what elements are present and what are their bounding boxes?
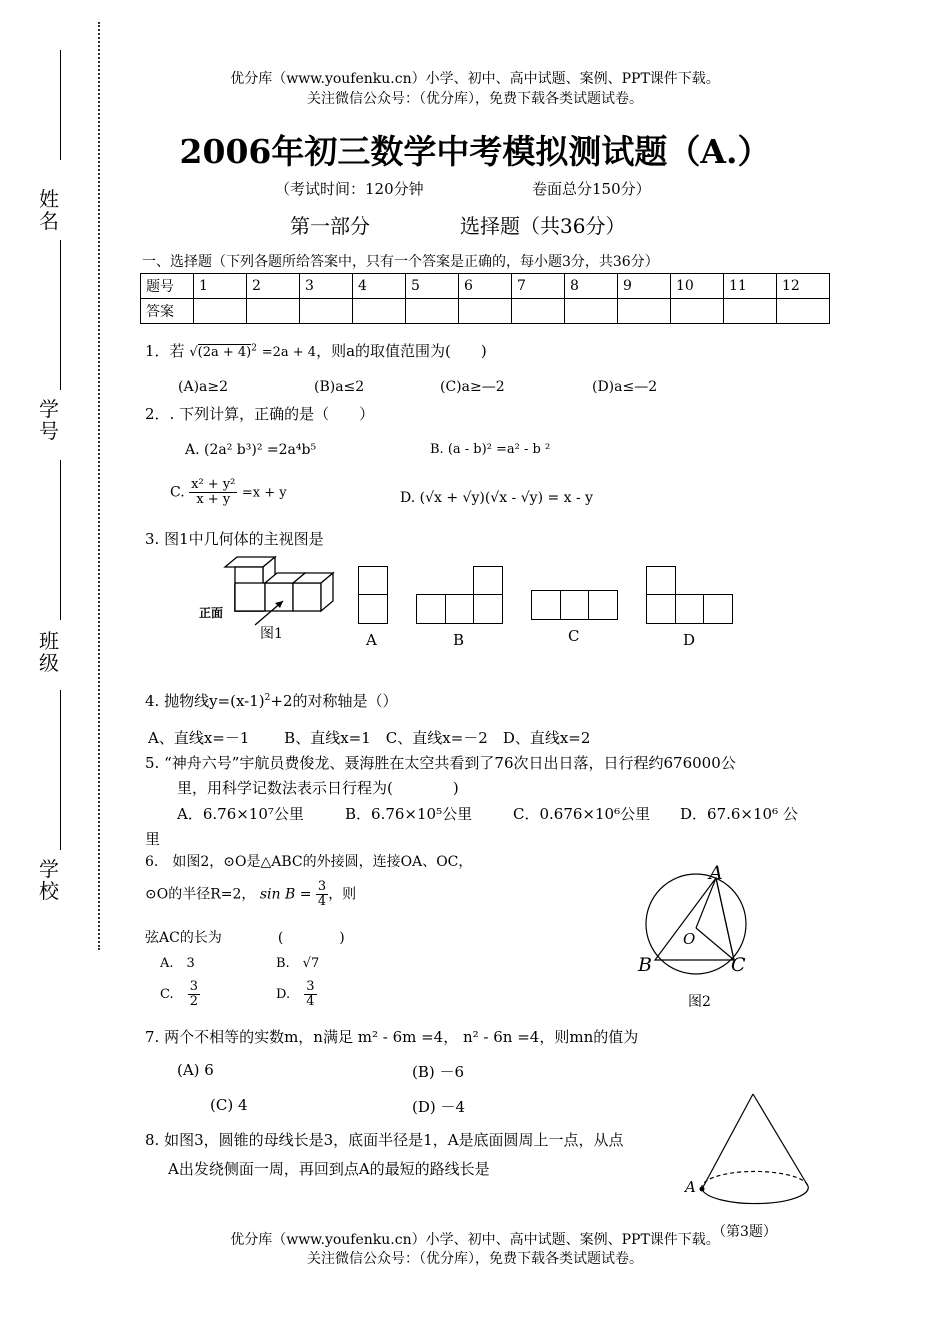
q3-view-a-cell xyxy=(358,566,388,595)
q6-line3: 弦AC的长为 ( ) xyxy=(145,930,345,946)
q3-view-b-cell xyxy=(445,594,474,624)
q4-options: A、直线x=－1 B、直线x=1 C、直线x=－2 D、直线x=2 xyxy=(148,729,591,747)
section1-instructions: 一、选择题（下列各题所给答案中，只有一个答案是正确的，每小题3分，共36分） xyxy=(142,254,659,270)
number-underline xyxy=(60,460,61,620)
q8-line2: A出发绕侧面一周，再回到点A的最短的路线长是 xyxy=(168,1160,490,1178)
q6-line2b: ，则 xyxy=(328,886,357,903)
q4-sup: 2 xyxy=(264,693,271,703)
q-number-8: 8 xyxy=(565,274,618,299)
q8-fig-a: A xyxy=(685,1178,696,1196)
q6-fig-b: B xyxy=(638,954,652,976)
q2-option-d: D. (√x + √y)(√x - √y) = x - y xyxy=(400,490,594,506)
q1-stem-a: 1．若 xyxy=(145,342,185,360)
q8-line1: 8. 如图3，圆锥的母线长是3，底面半径是1，A是底面圆周上一点，从点 xyxy=(145,1131,624,1149)
q6-line2a: ⊙O的半径R=2， xyxy=(145,886,256,903)
q6-option-d xyxy=(276,980,317,1009)
q6-c-label: C. xyxy=(160,987,174,1002)
q6-option-c xyxy=(160,980,200,1009)
q6-d-label: D. xyxy=(276,987,291,1002)
q4-stem-b: +2的对称轴是（） xyxy=(270,692,398,710)
q-number-12: 12 xyxy=(777,274,830,299)
answer-cell-7[interactable] xyxy=(512,299,565,324)
answer-cell-10[interactable] xyxy=(671,299,724,324)
page-title: 2006年初三数学中考模拟测试题（A.） xyxy=(179,132,771,171)
q3-option-a: A xyxy=(366,631,377,649)
subtitle-score: 卷面总分150分） xyxy=(532,180,651,198)
q2-option-a: A. (2a² b³)² =2a⁴b⁵ xyxy=(185,442,317,458)
q7-option-c: (C) 4 xyxy=(210,1096,248,1114)
school-label: 学校 xyxy=(39,857,59,903)
q4-stem xyxy=(145,690,398,711)
q-number-11: 11 xyxy=(724,274,777,299)
q5-line1: 5. “神舟六号”宇航员费俊龙、聂海胜在太空共看到了76次日出日落，日行程约676000公 xyxy=(145,754,736,772)
answer-cell-2[interactable] xyxy=(247,299,300,324)
q-number-6: 6 xyxy=(459,274,512,299)
q3-option-c: C xyxy=(568,627,580,645)
table-row xyxy=(141,274,830,299)
q3-view-b-cell xyxy=(473,594,503,624)
q3-view-c-cell xyxy=(531,590,561,620)
answer-cell-1[interactable] xyxy=(194,299,247,324)
q3-view-c-cell xyxy=(588,590,618,620)
q6-d-den: 4 xyxy=(306,994,315,1009)
footer-line2: 关注微信公众号：（优分库），免费下载各类试题试卷。 xyxy=(307,1251,643,1267)
q1-option-a: (A)a≥2 xyxy=(178,379,229,395)
q-number-7: 7 xyxy=(512,274,565,299)
number-label: 学号 xyxy=(39,397,59,443)
answer-table xyxy=(140,273,830,324)
q2-c-label: C. xyxy=(170,484,185,501)
q1-option-b: (B)a≤2 xyxy=(314,379,365,395)
name-label: 姓名 xyxy=(39,187,59,233)
q1-rhs: =2a + 4 xyxy=(261,345,317,360)
q3-view-d-cell xyxy=(703,594,733,624)
q3-view-b-cell xyxy=(416,594,446,624)
table-row xyxy=(141,299,830,324)
q3-option-d: D xyxy=(683,631,696,649)
q6-d-num: 3 xyxy=(306,979,315,994)
answer-cell-4[interactable] xyxy=(353,299,406,324)
q4-stem-a: 4. 抛物线y=(x-1) xyxy=(145,692,265,710)
q-number-1: 1 xyxy=(194,274,247,299)
q6-c-num: 3 xyxy=(189,979,199,994)
answer-cell-9[interactable] xyxy=(618,299,671,324)
row-label-answer: 答案 xyxy=(141,299,194,324)
q6-sinb: sin B = xyxy=(259,886,312,903)
q3-stem: 3. 图1中几何体的主视图是 xyxy=(145,530,324,548)
q5-option-c: C．0.676×10⁶公里 xyxy=(513,805,651,823)
binding-dotted-line xyxy=(98,22,100,950)
q6-option-b: B. √7 xyxy=(276,956,320,971)
q1-stem-b: ，则a的取值范围为( ) xyxy=(316,342,487,360)
header-line1: 优分库（www.youfenku.cn）小学、初中、高中试题、案例、PPT课件下载。 xyxy=(230,71,720,87)
answer-cell-11[interactable] xyxy=(724,299,777,324)
q2-option-c xyxy=(170,478,287,507)
q3-view-a-cell xyxy=(358,594,388,624)
q7-stem: 7. 两个不相等的实数m，n满足 m² - 6m =4， n² - 6n =4，则mn的值为 xyxy=(145,1028,639,1046)
q-number-9: 9 xyxy=(618,274,671,299)
part-desc: 选择题（共36分） xyxy=(460,214,626,238)
q-number-5: 5 xyxy=(406,274,459,299)
name-underline xyxy=(60,50,61,160)
q8-cone-figure xyxy=(690,1090,820,1230)
part-name: 第一部分 xyxy=(290,214,370,238)
q1-option-c: (C)a≥—2 xyxy=(440,379,505,395)
name-underline-lower xyxy=(60,240,61,390)
class-label: 班级 xyxy=(39,629,59,675)
answer-cell-5[interactable] xyxy=(406,299,459,324)
q6-fig-o: O xyxy=(683,930,696,948)
q3-view-b-cell xyxy=(473,566,503,595)
q6-c-den: 2 xyxy=(189,994,199,1009)
q2-option-b: B. (a - b)² =a² - b ² xyxy=(430,442,551,457)
header-line2: 关注微信公众号：（优分库），免费下载各类试题试卷。 xyxy=(307,91,643,107)
q6-line1: 6. 如图2，⊙O是△ABC的外接圆，连接OA、OC， xyxy=(145,854,473,870)
q6-fig-label: 图2 xyxy=(688,994,711,1010)
answer-cell-6[interactable] xyxy=(459,299,512,324)
answer-cell-12[interactable] xyxy=(777,299,830,324)
q6-d-fraction xyxy=(304,980,316,1009)
subtitle-time: （考试时间：120分钟 xyxy=(275,180,424,198)
q6-sinb-num: 3 xyxy=(317,879,327,894)
q6-c-fraction xyxy=(188,980,200,1009)
q3-view-d-cell xyxy=(646,566,676,595)
q2-c-num: x² + y² xyxy=(191,477,236,492)
q6-sinb-den: 4 xyxy=(317,894,327,909)
q7-option-b: (B) －6 xyxy=(412,1063,465,1081)
q2-c-rhs: =x + y xyxy=(241,485,287,501)
footer-line1: 优分库（www.youfenku.cn）小学、初中、高中试题、案例、PPT课件下载。 xyxy=(230,1232,720,1248)
q3-view-d-cell xyxy=(675,594,704,624)
q1-stem xyxy=(145,340,487,361)
q-number-2: 2 xyxy=(247,274,300,299)
q6-fig-c: C xyxy=(731,954,746,976)
q3-option-b: B xyxy=(453,631,465,649)
q5-option-d: D．67.6×10⁶ 公 xyxy=(680,805,798,823)
q6-sinb-fraction xyxy=(316,880,328,909)
row-label-number: 题号 xyxy=(141,274,194,299)
class-underline xyxy=(60,690,61,850)
q-number-4: 4 xyxy=(353,274,406,299)
q3-figure-label: 图1 xyxy=(260,626,283,642)
q1-radical: $√(2a + 4)^2$ xyxy=(189,343,257,360)
q3-front-label: 正面 xyxy=(199,606,224,620)
q5-line2: 里，用科学记数法表示日行程为( ) xyxy=(177,779,459,797)
q-number-3: 3 xyxy=(300,274,353,299)
q1-option-d: (D)a≤—2 xyxy=(592,379,658,395)
q6-option-a: A. 3 xyxy=(160,956,195,971)
q2-c-den: x + y xyxy=(196,492,231,507)
q6-fig-a: A xyxy=(709,862,723,884)
q3-view-c-cell xyxy=(560,590,589,620)
q-number-10: 10 xyxy=(671,274,724,299)
q1-radicand: (2a + 4) xyxy=(197,345,252,360)
q7-option-a: (A) 6 xyxy=(177,1061,214,1079)
q2-c-fraction xyxy=(189,478,237,507)
q8-fig-label: （第3题） xyxy=(712,1224,777,1240)
q6-line2 xyxy=(145,880,356,909)
q5-option-b: B．6.76×10⁵公里 xyxy=(345,805,473,823)
q7-option-d: (D) －4 xyxy=(412,1098,466,1116)
q3-view-d-cell xyxy=(646,594,676,624)
q2-stem: 2．. 下列计算，正确的是（ ） xyxy=(145,405,375,423)
q1-sup: 2 xyxy=(251,343,257,354)
answer-cell-8[interactable] xyxy=(565,299,618,324)
q5-option-a: A．6.76×10⁷公里 xyxy=(177,805,304,823)
answer-cell-3[interactable] xyxy=(300,299,353,324)
q5-tail: 里 xyxy=(145,830,161,848)
